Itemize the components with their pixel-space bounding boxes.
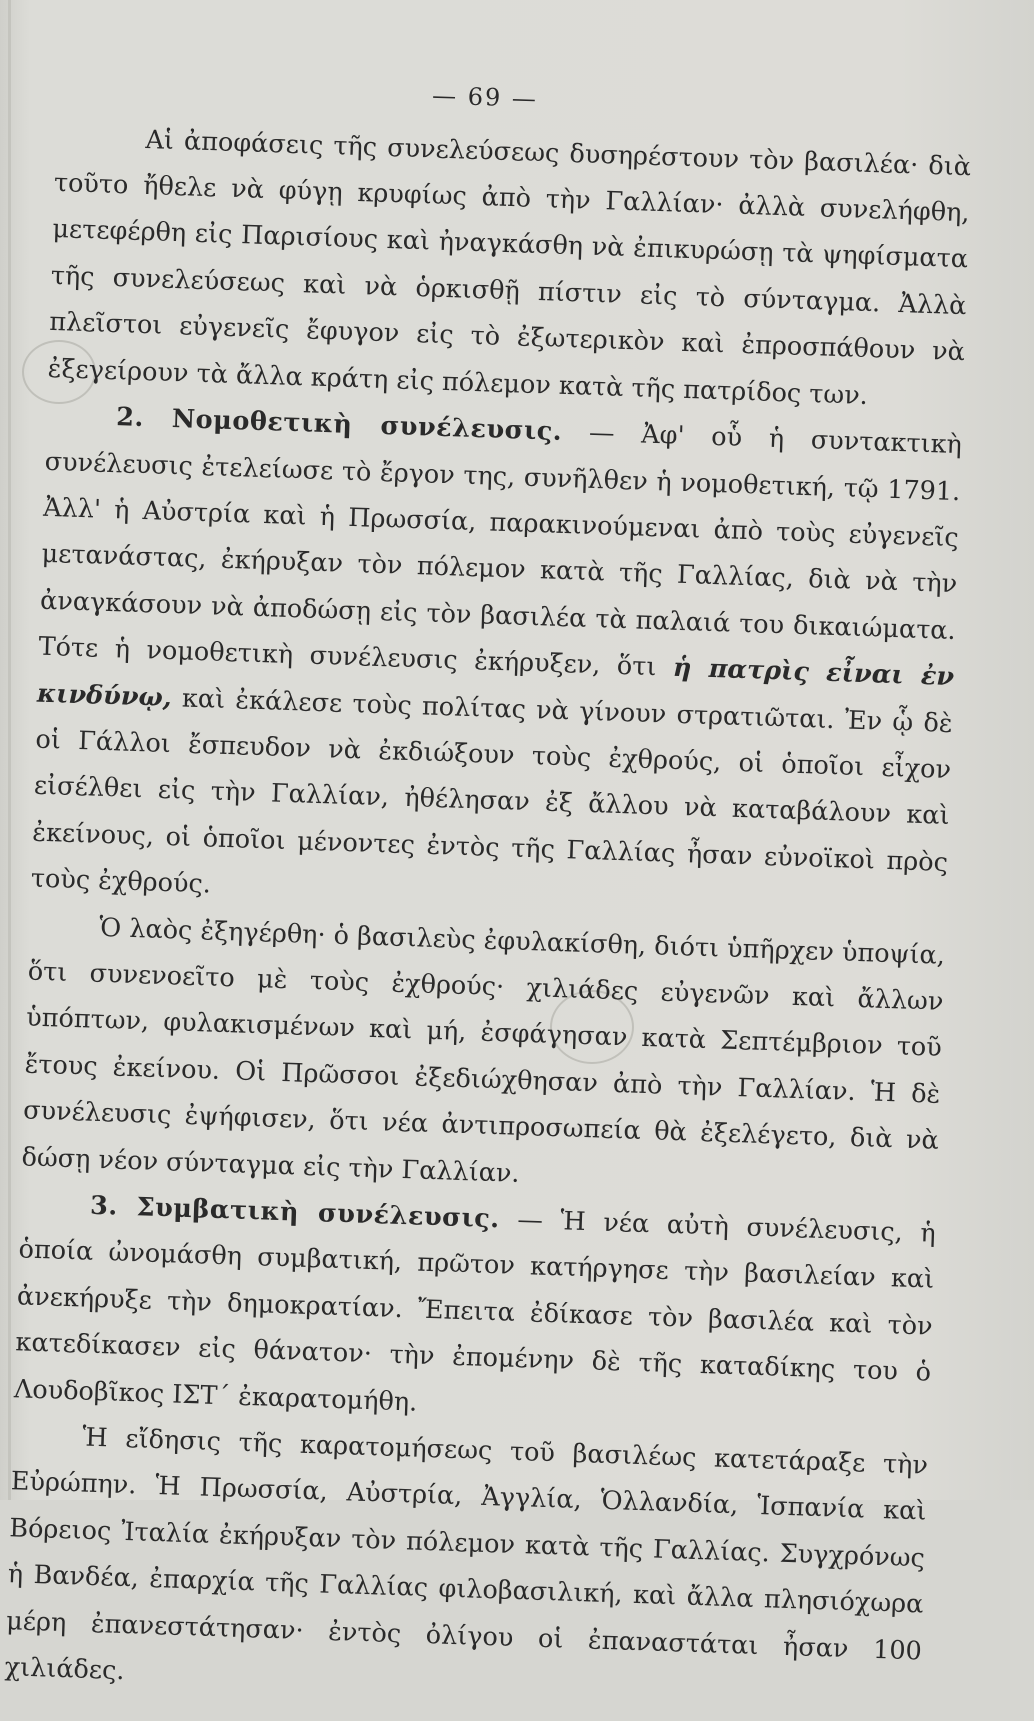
section-paragraph-2 (30, 392, 962, 933)
section-2-text-2: καὶ ἐκάλεσε τοὺς πολίτας νὰ γίνουν στρατιῶται. Ἐν ᾧ δὲ οἱ Γάλλοι ἔσπευδον νὰ ἐκδιώξουν τοὺς ἐχθρούς, οἱ ὁποῖοι εἶχον εἰσέλθει εἰς τὴν Γαλλίαν, ἠθέλησαν ἐξ ἄλλου νὰ καταβάλουν καὶ ἐκείνους, οἱ ὁποῖοι μένοντες ἐντὸς τῆς Γαλλίας ἦσαν εὐνοϊκοὶ πρὸς τοὺς ἐχθρούς. (30, 683, 954, 900)
section-heading-2: 2. Νομοθετικὴ συνέλευσις. (115, 402, 563, 448)
paragraph: Ἡ εἴδησις τῆς καρατομήσεως τοῦ βασιλέως κατετάραξε τὴν Εὐρώπην. Ἡ Πρωσσία, Αὐστρία, Ἀγγλία, Ὁλλανδία, Ἱσπανία καὶ Βόρειος Ἰταλία ἐκήρυξαν τὸν πόλεμον κατὰ τῆς Γαλλίας. Συγχρόνως ἡ Βανδέα, ἐπαρχία τῆς Γαλλίας φιλοβασιλική, καὶ ἄλλα πλησιόχωρα μέρη ἐπανεστάτησαν· ἐντὸς ὀλίγου οἱ ἐπαναστάται ἦσαν 100 χιλιάδες. (4, 1422, 929, 1687)
page-text (4, 62, 974, 1721)
paragraph: Ὁ λαὸς ἐξηγέρθη· ὁ βασιλεὺς ἐφυλακίσθη, διότι ὑπῆρχεν ὑποψία, ὅτι συνενοεῖτο μὲ τοὺς ἐχθρούς· χιλιάδες εὐγενῶν καὶ ἄλλων ὑπόπτων, φυλακισμένων καὶ μή, ἐσφάγησαν κατὰ Σεπτέμβριον τοῦ ἔτους ἐκείνου. Οἱ Πρῶσσοι ἐξεδιώχθησαν ἀπὸ τὴν Γαλλίαν. Ἡ δὲ συνέλευσις ἐψήφισεν, ὅτι νέα ἀντιπροσωπεία θὰ ἐξελέγετο, διὰ νὰ δώσῃ νέον σύνταγμα εἰς τὴν Γαλλίαν. (21, 912, 946, 1189)
section-paragraph-3 (13, 1180, 936, 1442)
page-fold (8, 0, 11, 1500)
section-heading-3: 3. Συμβατικὴ συνέλευσις. (89, 1190, 501, 1235)
section-3-text: — Ἡ νέα αὐτὴ συνέλευσις, ἡ ὁποία ὠνομάσθη συμβατική, πρῶτον κατήργησε τὴν βασιλείαν καὶ ἀνεκήρυξε τὴν δημοκρατίαν. Ἔπειτα ἐδίκασε τὸν βασιλέα καὶ τὸν κατεδίκασεν εἰς θάνατον· τὴν ἐπομένην δὲ τῆς καταδίκης του ὁ Λουδοβῖκος ΙΣΤ΄ ἐκαρατομήθη. (13, 1204, 937, 1418)
page-number: — 69 — (431, 81, 539, 113)
emphasis-phrase: ἡ πατρὶς εἶναι ἐν κινδύνῳ, (36, 652, 955, 713)
paragraph: Αἱ ἀποφάσεις τῆς συνελεύσεως δυσηρέστουν τὸν βασιλέα· διὰ τοῦτο ἤθελε νὰ φύγῃ κρυφίως ἀπὸ τὴν Γαλλίαν· ἀλλὰ συνελήφθη, μετεφέρθη εἰς Παρισίους καὶ ἠναγκάσθη νὰ ἐπικυρώσῃ τὰ ψηφίσματα τῆς συνελεύσεως καὶ νὰ ὁρκισθῇ πίστιν εἰς τὸ σύνταγμα. Ἀλλὰ πλεῖστοι εὐγενεῖς ἔφυγον εἰς τὸ ἐξωτερικὸν καὶ ἐπροσπάθουν νὰ ἐξεγείρουν τὰ ἄλλα κράτη εἰς πόλεμον κατὰ τῆς πατρίδος των. (47, 124, 972, 411)
section-2-text-1: — Ἀφ' οὗ ἡ συντακτικὴ συνέλευσις ἐτελείωσε τὸ ἔργον της, συνῆλθεν ἡ νομοθετική, τῷ 1791. Ἀλλ' ἡ Αὐστρία καὶ ἡ Πρωσσία, παρακινούμεναι ἀπὸ τοὺς εὐγενεῖς μετανάστας, ἐκήρυξαν τὸν πόλεμον κατὰ τῆς Γαλλίας, διὰ νὰ τὴν ἀναγκάσουν νὰ ἀποδώσῃ εἰς τὸν βασιλέα τὰ παλαιά του δικαιώματα. Τότε ἡ νομοθετικὴ συνέλευσις ἐκήρυξεν, ὅτι (38, 417, 963, 683)
